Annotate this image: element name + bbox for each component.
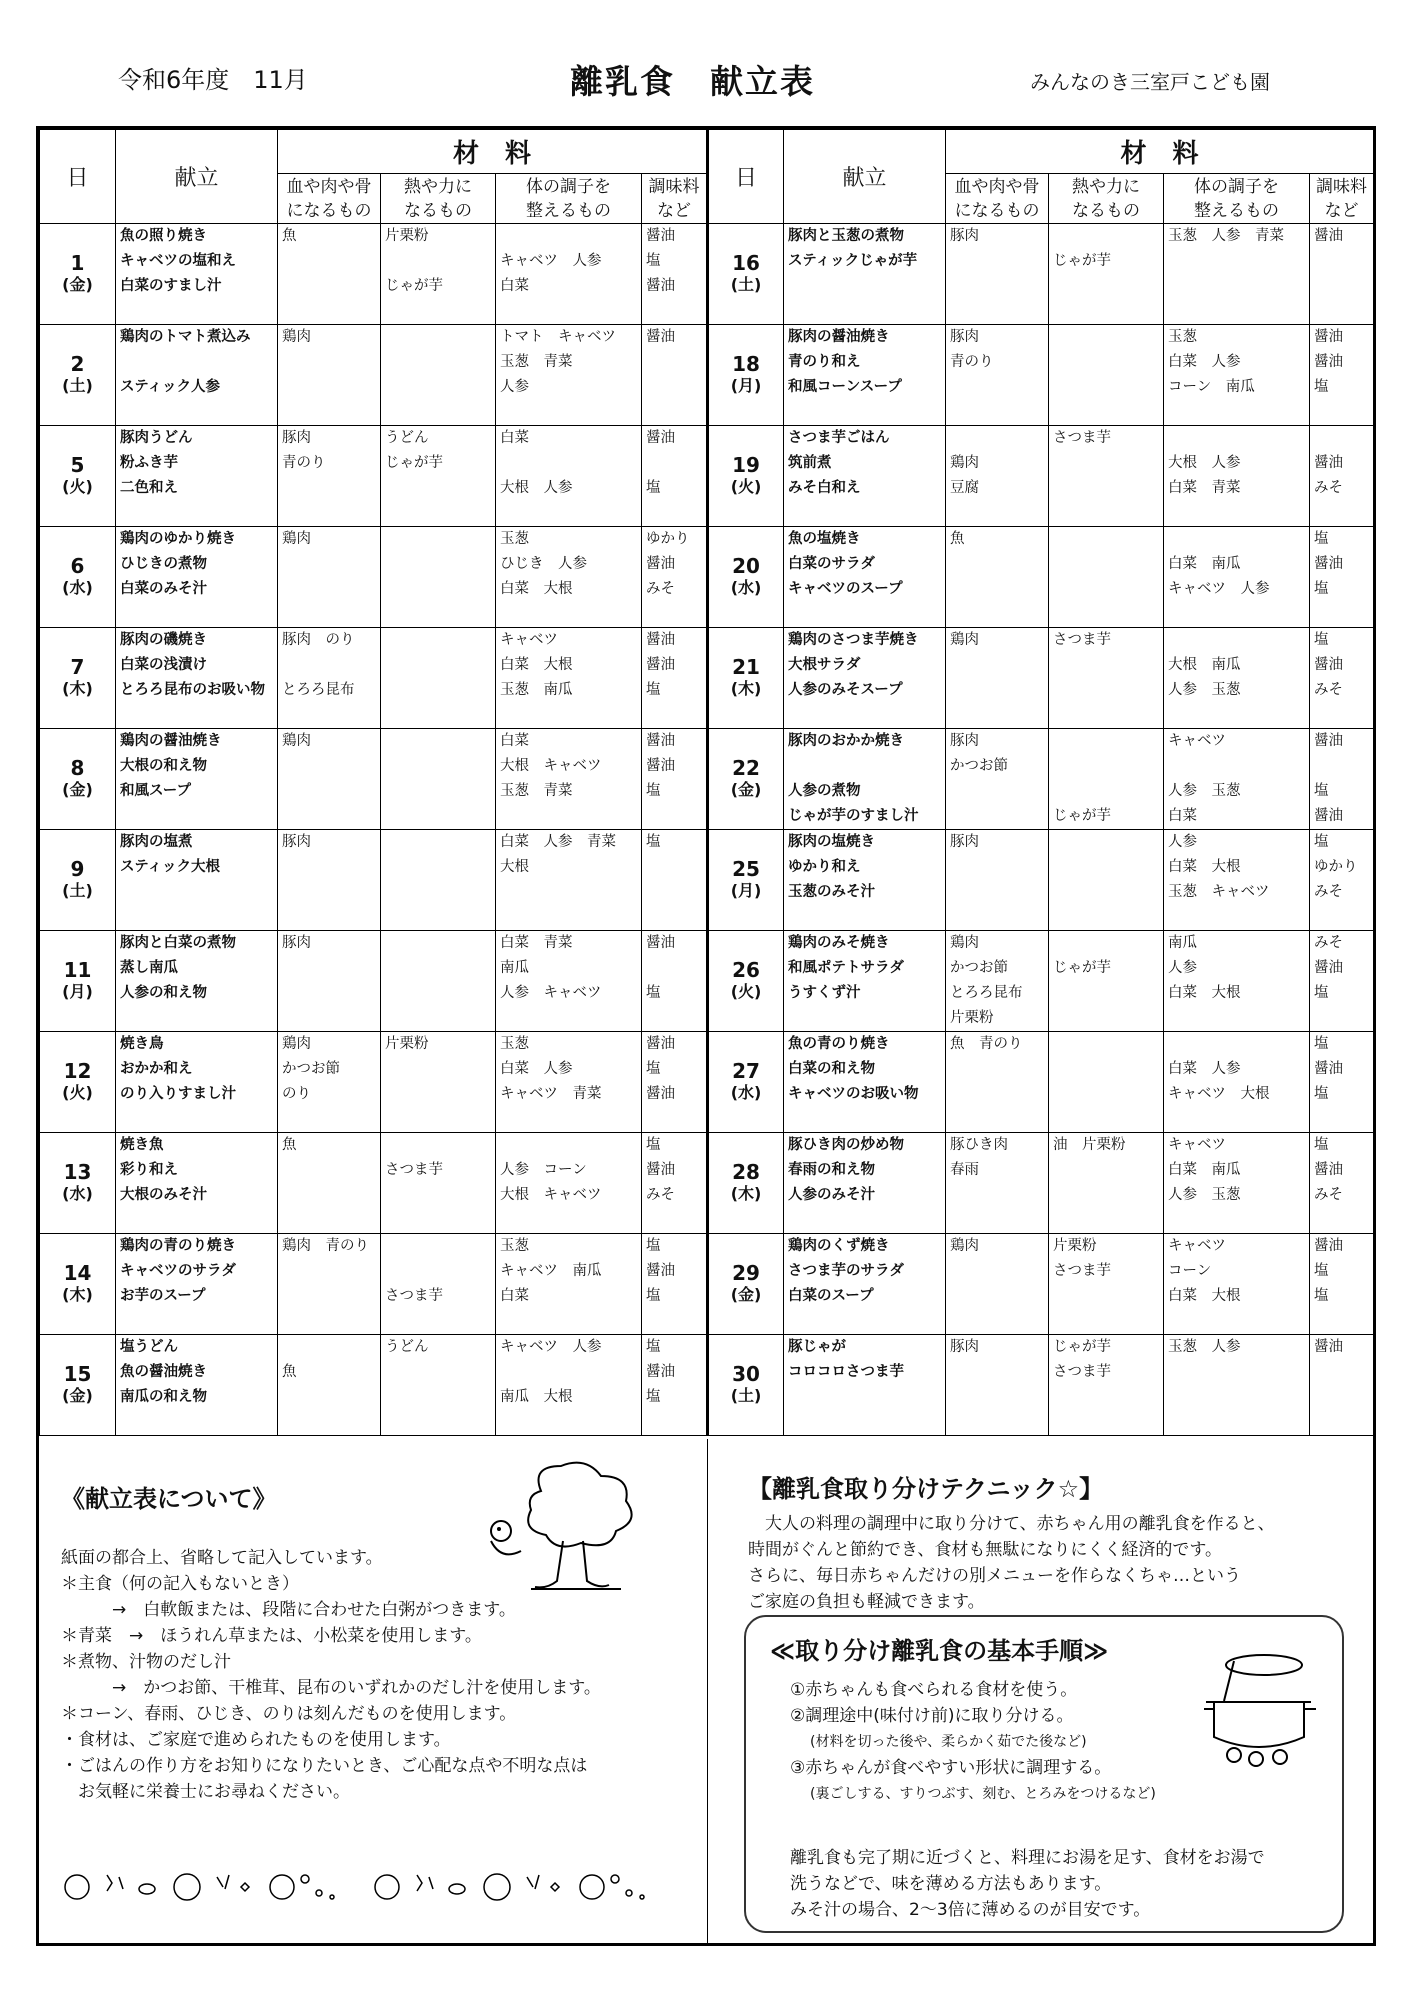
vitamin-cell: キャベツ 人参 玉葱 白菜	[1164, 729, 1310, 830]
vitamin-cell: トマト キャベツ 玉葱 青菜 人参	[496, 325, 642, 426]
dish-cell: 豚じゃが コロコロさつま芋	[784, 1335, 946, 1436]
energy-cell: さつま芋	[1049, 628, 1164, 729]
dish-cell: 魚の照り焼き キャベツの塩和え 白菜のすまし汁	[116, 224, 278, 325]
text-line: ・食材は、ご家庭で進められたものを使用します。	[61, 1730, 451, 1750]
dish-cell: 豚肉の塩焼き ゆかり和え 玉葱のみそ汁	[784, 830, 946, 931]
dish-cell: 魚の青のり焼き 白菜の和え物 キャベツのお吸い物	[784, 1032, 946, 1133]
protein-cell: 豚肉 かつお節	[946, 729, 1049, 830]
pot-illustration	[1194, 1647, 1324, 1767]
protein-cell: 鶏肉	[946, 1234, 1049, 1335]
header-materials: 材料	[278, 130, 708, 174]
day-cell: 8 (金)	[40, 729, 116, 830]
text-line: 離乳食も完了期に近づくと、料理にお湯を足す、食材をお湯で	[790, 1848, 1265, 1868]
day-cell: 21 (木)	[708, 628, 784, 729]
seasoning-cell: 醤油 醤油 塩	[642, 729, 708, 830]
header-col1: 血や肉や骨 になるもの	[278, 174, 381, 224]
vitamin-cell: 白菜 南瓜 キャベツ 人参	[1164, 527, 1310, 628]
dish-cell: 鶏肉のくず焼き さつま芋のサラダ 白菜のスープ	[784, 1234, 946, 1335]
seasoning-cell: 醤油 醤油 塩	[642, 628, 708, 729]
energy-cell: 片栗粉 じゃが芋	[381, 224, 496, 325]
table-row	[40, 1032, 1374, 1133]
vitamin-cell: 南瓜 人参 白菜 大根	[1164, 931, 1310, 1032]
energy-cell: さつま芋	[381, 1234, 496, 1335]
protein-cell: 鶏肉 かつお節 のり	[278, 1032, 381, 1133]
day-cell: 2 (土)	[40, 325, 116, 426]
protein-cell: 鶏肉 青のり	[278, 1234, 381, 1335]
energy-cell: さつま芋	[381, 1133, 496, 1234]
day-cell: 27 (水)	[708, 1032, 784, 1133]
vitamin-cell: 白菜 人参 青菜 大根	[496, 830, 642, 931]
protein-cell: 鶏肉	[278, 325, 381, 426]
table-row	[40, 729, 1374, 830]
protein-cell: 魚	[278, 1133, 381, 1234]
energy-cell	[381, 931, 496, 1032]
energy-cell: さつま芋	[1049, 426, 1164, 527]
vitamin-cell: キャベツ 人参 南瓜 大根	[496, 1335, 642, 1436]
vitamin-cell: キャベツ コーン 白菜 大根	[1164, 1234, 1310, 1335]
table-row	[40, 325, 1374, 426]
table-row	[40, 931, 1374, 1032]
energy-cell	[1049, 1032, 1164, 1133]
vitamin-cell: 玉葱 人参 青菜	[1164, 224, 1310, 325]
day-cell: 14 (木)	[40, 1234, 116, 1335]
text-line: ご家庭の負担も軽減できます。	[748, 1592, 985, 1612]
seasoning-cell: 塩 醤油 みそ	[1310, 1133, 1374, 1234]
seasoning-cell: 醤油 塩 醤油	[642, 224, 708, 325]
seasoning-cell: 醤油 塩	[642, 931, 708, 1032]
day-cell: 5 (火)	[40, 426, 116, 527]
technique-section	[707, 1439, 1374, 1943]
protein-cell: 豚肉 青のり	[946, 325, 1049, 426]
day-cell: 20 (水)	[708, 527, 784, 628]
protein-cell: 豚肉	[946, 1335, 1049, 1436]
text-line: さらに、毎日赤ちゃんだけの別メニューを作らなくちゃ…という	[748, 1566, 1241, 1586]
header-period: 令和6年度 11月	[118, 66, 308, 94]
vitamin-cell: 玉葱 白菜 人参 キャベツ 青菜	[496, 1032, 642, 1133]
energy-cell: うどん じゃが芋	[381, 426, 496, 527]
protein-cell: 魚	[946, 527, 1049, 628]
seasoning-cell: 醤油	[642, 325, 708, 426]
page-title: 離乳食 献立表	[570, 62, 815, 101]
steps-title: ≪取り分け離乳食の基本手順≫	[770, 1637, 1109, 1665]
seasoning-cell: 塩 醤油 塩	[1310, 527, 1374, 628]
dish-cell: 魚の塩焼き 白菜のサラダ キャベツのスープ	[784, 527, 946, 628]
vitamin-cell: 人参 コーン 大根 キャベツ	[496, 1133, 642, 1234]
text-line: (裏ごしする、すりつぶす、刻む、とろみをつけるなど)	[810, 1786, 1156, 1802]
dish-cell: 焼き鳥 おかか和え のり入りすまし汁	[116, 1032, 278, 1133]
dish-cell: 鶏肉のみそ焼き 和風ポテトサラダ うすくず汁	[784, 931, 946, 1032]
energy-cell	[1049, 325, 1164, 426]
protein-cell: 鶏肉	[278, 729, 381, 830]
header-day: 日	[40, 130, 116, 224]
vitamin-cell: 大根 人参 白菜 青菜	[1164, 426, 1310, 527]
text-line: ＊煮物、汁物のだし汁	[61, 1652, 231, 1672]
dish-cell: 豚肉の塩煮 スティック大根	[116, 830, 278, 931]
table-row	[40, 1335, 1374, 1436]
dish-cell: 鶏肉のトマト煮込み スティック人参	[116, 325, 278, 426]
steps-box	[744, 1615, 1344, 1933]
text-line: (材料を切った後や、柔らかく茹でた後など)	[810, 1734, 1087, 1750]
protein-cell: 鶏肉 かつお節 とろろ昆布 片栗粉	[946, 931, 1049, 1032]
vitamin-cell: 玉葱 人参	[1164, 1335, 1310, 1436]
day-cell: 13 (水)	[40, 1133, 116, 1234]
header-menu-2: 献立	[784, 130, 946, 224]
dish-cell: 豚ひき肉の炒め物 春雨の和え物 人参のみそ汁	[784, 1133, 946, 1234]
seasoning-cell: 醤油 塩 醤油	[642, 1032, 708, 1133]
table-row	[40, 1234, 1374, 1335]
header-col4: 調味料 など	[642, 174, 708, 224]
dish-cell: 豚肉と玉葱の煮物 スティックじゃが芋	[784, 224, 946, 325]
energy-cell: じゃが芋 さつま芋	[1049, 1335, 1164, 1436]
energy-cell: じゃが芋	[1049, 931, 1164, 1032]
energy-cell: じゃが芋	[1049, 729, 1164, 830]
header-day-2: 日	[708, 130, 784, 224]
day-cell: 25 (月)	[708, 830, 784, 931]
decorative-border-icons	[57, 1857, 697, 1917]
text-line: → 白軟飯または、段階に合わせた白粥がつきます。	[61, 1600, 516, 1620]
vitamin-cell: 人参 白菜 大根 玉葱 キャベツ	[1164, 830, 1310, 931]
protein-cell: 魚	[278, 224, 381, 325]
menu-frame	[36, 126, 1376, 1946]
text-line: → かつお節、干椎茸、昆布のいずれかのだし汁を使用します。	[61, 1678, 601, 1698]
day-cell: 18 (月)	[708, 325, 784, 426]
dish-cell: 鶏肉のさつま芋焼き 大根サラダ 人参のみそスープ	[784, 628, 946, 729]
day-cell: 29 (金)	[708, 1234, 784, 1335]
text-line: ②調理途中(味付け前)に取り分ける。	[790, 1706, 1074, 1726]
notes-section	[39, 1439, 707, 1943]
dish-cell: 焼き魚 彩り和え 大根のみそ汁	[116, 1133, 278, 1234]
notes-title: 《献立表について》	[61, 1485, 277, 1513]
dish-cell: 鶏肉のゆかり焼き ひじきの煮物 白菜のみそ汁	[116, 527, 278, 628]
day-cell: 1 (金)	[40, 224, 116, 325]
seasoning-cell: 醤油 塩 醤油	[1310, 729, 1374, 830]
protein-cell: 豚肉	[278, 830, 381, 931]
header-menu: 献立	[116, 130, 278, 224]
day-cell: 19 (火)	[708, 426, 784, 527]
day-cell: 9 (土)	[40, 830, 116, 931]
header-col2-2: 熱や力に なるもの	[1049, 174, 1164, 224]
protein-cell: 鶏肉 豆腐	[946, 426, 1049, 527]
protein-cell: 魚 青のり	[946, 1032, 1049, 1133]
energy-cell	[381, 325, 496, 426]
dish-cell: さつま芋ごはん 筑前煮 みそ白和え	[784, 426, 946, 527]
energy-cell	[381, 830, 496, 931]
protein-cell: 豚肉 青のり	[278, 426, 381, 527]
energy-cell: 片栗粉	[381, 1032, 496, 1133]
dish-cell: 豚肉と白菜の煮物 蒸し南瓜 人参の和え物	[116, 931, 278, 1032]
text-line: お気軽に栄養士にお尋ねください。	[61, 1782, 350, 1802]
seasoning-cell: 塩 醤油 塩	[1310, 1032, 1374, 1133]
day-cell: 22 (金)	[708, 729, 784, 830]
protein-cell: 豚肉	[946, 224, 1049, 325]
day-cell: 16 (土)	[708, 224, 784, 325]
seasoning-cell: 醤油	[1310, 224, 1374, 325]
day-cell: 6 (水)	[40, 527, 116, 628]
table-row	[40, 426, 1374, 527]
seasoning-cell: みそ 醤油 塩	[1310, 931, 1374, 1032]
protein-cell: 鶏肉	[278, 527, 381, 628]
vitamin-cell: 玉葱 白菜 人参 コーン 南瓜	[1164, 325, 1310, 426]
vitamin-cell: 大根 南瓜 人参 玉葱	[1164, 628, 1310, 729]
dish-cell: 鶏肉の青のり焼き キャベツのサラダ お芋のスープ	[116, 1234, 278, 1335]
dish-cell: 豚肉うどん 粉ふき芋 二色和え	[116, 426, 278, 527]
energy-cell	[1049, 830, 1164, 931]
header-materials-2: 材料	[946, 130, 1374, 174]
vitamin-cell: 白菜 青菜 南瓜 人参 キャベツ	[496, 931, 642, 1032]
text-line: 時間がぐんと節約でき、食材も無駄になりにくく経済的です。	[748, 1540, 1222, 1560]
protein-cell: 豚肉 のり とろろ昆布	[278, 628, 381, 729]
facility-name: みんなのき三室戸こども園	[1030, 70, 1270, 94]
dish-cell: 豚肉の醤油焼き 青のり和え 和風コーンスープ	[784, 325, 946, 426]
text-line: ＊主食（何の記入もないとき）	[61, 1574, 299, 1594]
day-cell: 28 (木)	[708, 1133, 784, 1234]
energy-cell: 片栗粉 さつま芋	[1049, 1234, 1164, 1335]
table-row	[40, 628, 1374, 729]
text-line: ＊コーン、春雨、ひじき、のりは刻んだものを使用します。	[61, 1704, 517, 1724]
day-cell: 7 (木)	[40, 628, 116, 729]
seasoning-cell: 塩 ゆかり みそ	[1310, 830, 1374, 931]
energy-cell: うどん	[381, 1335, 496, 1436]
protein-cell: 豚肉	[946, 830, 1049, 931]
menu-table	[39, 129, 1374, 1436]
energy-cell	[381, 628, 496, 729]
text-line: ③赤ちゃんが食べやすい形状に調理する。	[790, 1758, 1112, 1778]
seasoning-cell: 醤油	[1310, 1335, 1374, 1436]
seasoning-cell: 醤油 塩	[642, 426, 708, 527]
vitamin-cell: キャベツ 白菜 大根 玉葱 南瓜	[496, 628, 642, 729]
day-cell: 12 (火)	[40, 1032, 116, 1133]
vitamin-cell: キャベツ 人参 白菜	[496, 224, 642, 325]
seasoning-cell: 塩 醤油 塩	[642, 1234, 708, 1335]
text-line: 紙面の都合上、省略して記入しています。	[61, 1548, 383, 1568]
table-row	[40, 1133, 1374, 1234]
seasoning-cell: 塩 醤油 みそ	[1310, 628, 1374, 729]
header-col2: 熱や力に なるもの	[381, 174, 496, 224]
vitamin-cell: 玉葱 キャベツ 南瓜 白菜	[496, 1234, 642, 1335]
header-col3: 体の調子を 整えるもの	[496, 174, 642, 224]
text-line: ＊青菜 → ほうれん草または、小松菜を使用します。	[61, 1626, 482, 1646]
day-cell: 30 (土)	[708, 1335, 784, 1436]
vitamin-cell: キャベツ 白菜 南瓜 人参 玉葱	[1164, 1133, 1310, 1234]
text-line: ①赤ちゃんも食べられる食材を使う。	[790, 1680, 1078, 1700]
day-cell: 11 (月)	[40, 931, 116, 1032]
energy-cell	[1049, 527, 1164, 628]
protein-cell: 豚ひき肉 春雨	[946, 1133, 1049, 1234]
protein-cell: 豚肉	[278, 931, 381, 1032]
seasoning-cell: 醤油 醤油 塩	[1310, 325, 1374, 426]
text-line: ・ごはんの作り方をお知りになりたいとき、ご心配な点や不明な点は	[61, 1756, 588, 1776]
energy-cell: じゃが芋	[1049, 224, 1164, 325]
table-row	[40, 224, 1374, 325]
header-col4-2: 調味料 など	[1310, 174, 1374, 224]
technique-title: 【離乳食取り分けテクニック☆】	[748, 1475, 1104, 1503]
energy-cell: 油 片栗粉	[1049, 1133, 1164, 1234]
vitamin-cell: 白菜 人参 キャベツ 大根	[1164, 1032, 1310, 1133]
vitamin-cell: 玉葱 ひじき 人参 白菜 大根	[496, 527, 642, 628]
table-row	[40, 527, 1374, 628]
seasoning-cell: 塩	[642, 830, 708, 931]
energy-cell	[381, 729, 496, 830]
dish-cell: 豚肉の磯焼き 白菜の浅漬け とろろ昆布のお吸い物	[116, 628, 278, 729]
vitamin-cell: 白菜 大根 人参	[496, 426, 642, 527]
seasoning-cell: 塩 醤油 塩	[642, 1335, 708, 1436]
protein-cell: 魚	[278, 1335, 381, 1436]
dish-cell: 塩うどん 魚の醤油焼き 南瓜の和え物	[116, 1335, 278, 1436]
day-cell: 15 (金)	[40, 1335, 116, 1436]
header-col1-2: 血や肉や骨 になるもの	[946, 174, 1049, 224]
text-line: 洗うなどで、味を薄める方法もあります。	[790, 1874, 1112, 1894]
seasoning-cell: 醤油 塩 塩	[1310, 1234, 1374, 1335]
energy-cell	[381, 527, 496, 628]
day-cell: 26 (火)	[708, 931, 784, 1032]
header-col3-2: 体の調子を 整えるもの	[1164, 174, 1310, 224]
vitamin-cell: 白菜 大根 キャベツ 玉葱 青菜	[496, 729, 642, 830]
seasoning-cell: 塩 醤油 みそ	[642, 1133, 708, 1234]
dish-cell: 豚肉のおかか焼き 人参の煮物 じゃが芋のすまし汁	[784, 729, 946, 830]
text-line: みそ汁の場合、2～3倍に薄めるのが目安です。	[790, 1900, 1151, 1920]
seasoning-cell: ゆかり 醤油 みそ	[642, 527, 708, 628]
seasoning-cell: 醤油 みそ	[1310, 426, 1374, 527]
text-line: 大人の料理の調理中に取り分けて、赤ちゃん用の離乳食を作ると、	[748, 1514, 1275, 1534]
protein-cell: 鶏肉	[946, 628, 1049, 729]
table-row	[40, 830, 1374, 931]
dish-cell: 鶏肉の醤油焼き 大根の和え物 和風スープ	[116, 729, 278, 830]
